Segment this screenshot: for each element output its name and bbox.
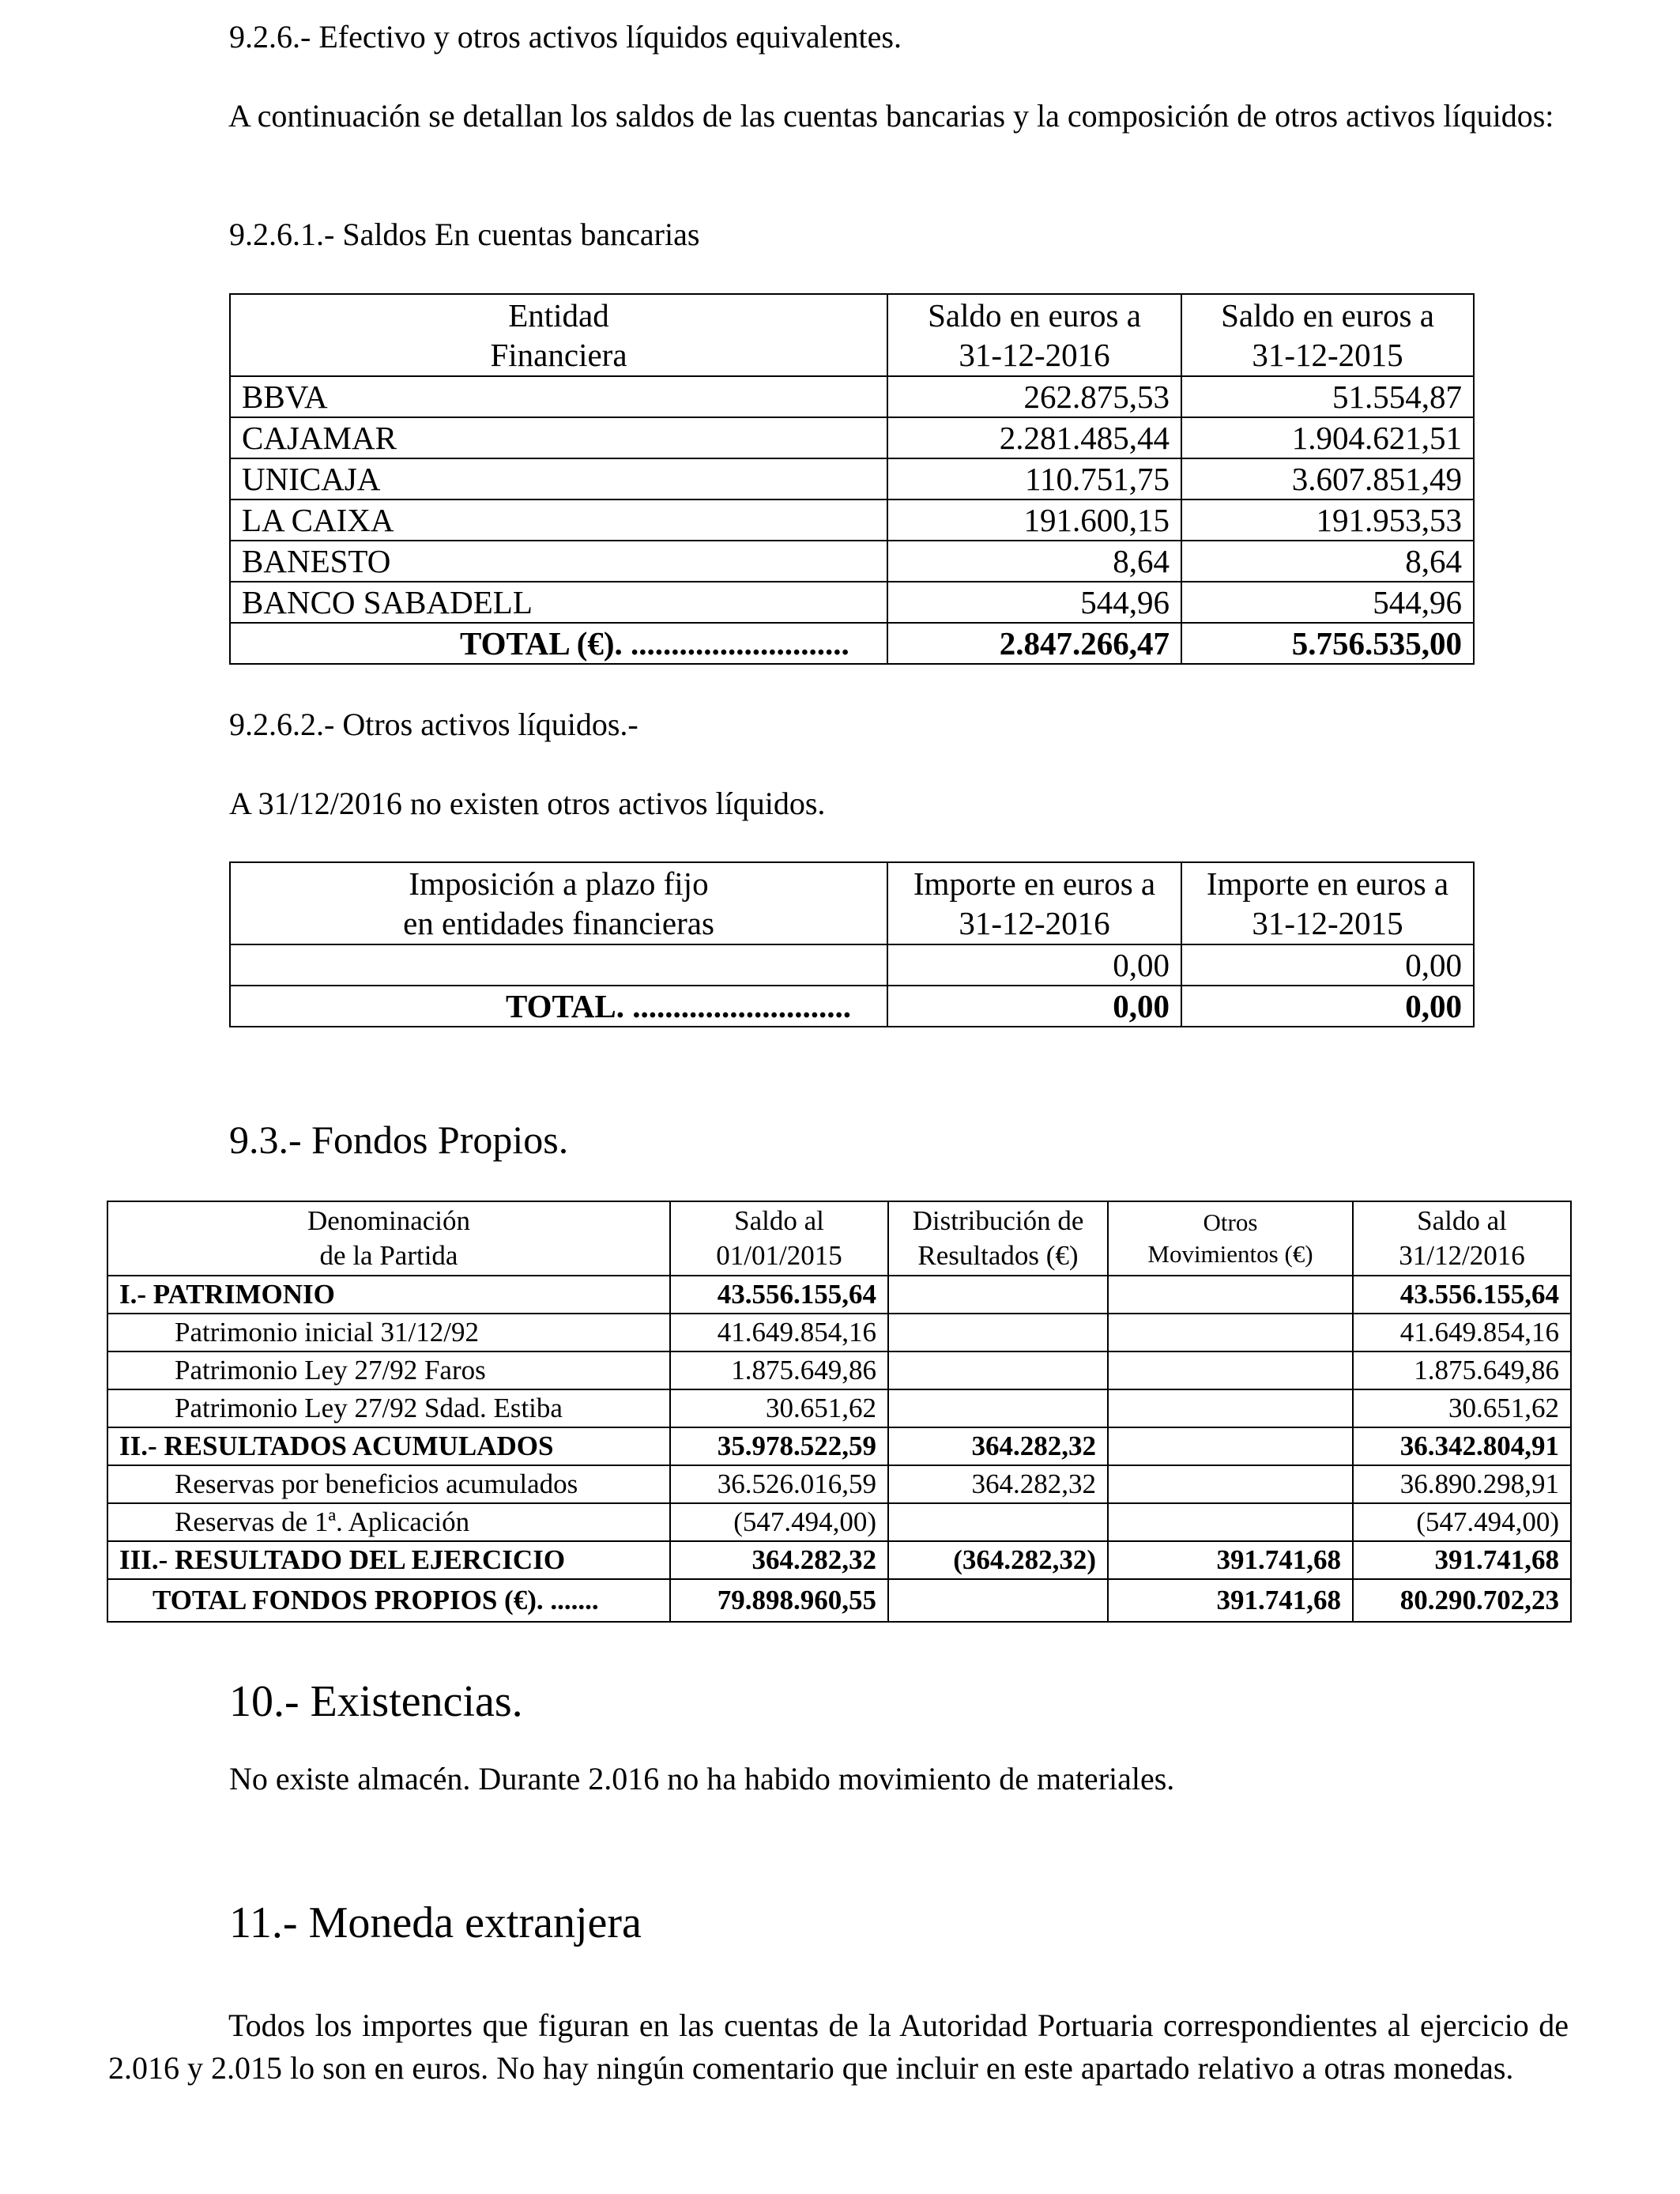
row-label: III.- RESULTADO DEL EJERCICIO <box>107 1541 670 1579</box>
entity-cell: BBVA <box>230 376 887 417</box>
cell-balance-2015: 364.282,32 <box>670 1541 888 1579</box>
cell-other-movements <box>1108 1465 1353 1503</box>
value-2015-cell: 1.904.621,51 <box>1181 417 1474 458</box>
header-2016: Saldo en euros a 31-12-2016 <box>887 294 1181 376</box>
cell-balance-2016: 1.875.649,86 <box>1353 1351 1571 1389</box>
table-header-row <box>230 294 1474 376</box>
row-label: Patrimonio Ley 27/92 Sdad. Estiba <box>107 1389 670 1427</box>
cell-balance-2015: 79.898.960,55 <box>670 1579 888 1622</box>
value-2015-cell: 3.607.851,49 <box>1181 458 1474 499</box>
total-row <box>107 1579 1571 1622</box>
cell-balance-2015: 35.978.522,59 <box>670 1427 888 1465</box>
table-row <box>230 582 1474 623</box>
heading-9-3: 9.3.- Fondos Propios. <box>229 1118 569 1162</box>
value-2015-cell: 544,96 <box>1181 582 1474 623</box>
total-label: TOTAL (€). ........................... <box>230 623 887 664</box>
foreign-currency-paragraph: Todos los importes que figuran en las cuentas de la Autoridad Portuaria correspondientes al ejercicio de 2.016 y 2.015 lo son en euros. No hay ningún comentario que incluir en este apartado relativo a otras monedas. <box>108 2007 1569 2086</box>
cell-balance-2015: 1.875.649,86 <box>670 1351 888 1389</box>
value-2016-cell: 262.875,53 <box>887 376 1181 417</box>
cell-balance-2016: 43.556.155,64 <box>1353 1276 1571 1314</box>
cell-other-movements <box>1108 1351 1353 1389</box>
cell-balance-2016: (547.494,00) <box>1353 1503 1571 1541</box>
cell-balance-2016: 36.342.804,91 <box>1353 1427 1571 1465</box>
heading-10: 10.- Existencias. <box>229 1677 523 1726</box>
cell-distribution <box>888 1314 1108 1351</box>
row-label: I.- PATRIMONIO <box>107 1276 670 1314</box>
header-deposit: Imposición a plazo fijo en entidades financieras <box>230 862 887 944</box>
header-2015: Importe en euros a 31-12-2015 <box>1181 862 1474 944</box>
heading-9-2-6: 9.2.6.- Efectivo y otros activos líquidos equivalentes. <box>229 19 902 55</box>
total-row <box>230 986 1474 1027</box>
table-row <box>107 1541 1571 1579</box>
row-label: Patrimonio Ley 27/92 Faros <box>107 1351 670 1389</box>
total-2016: 0,00 <box>887 986 1181 1027</box>
cell-balance-2015: 43.556.155,64 <box>670 1276 888 1314</box>
header-balance-2015: Saldo al 01/01/2015 <box>670 1201 888 1276</box>
header-balance-2016: Saldo al 31/12/2016 <box>1353 1201 1571 1276</box>
table-row <box>107 1389 1571 1427</box>
table-header-row <box>230 862 1474 944</box>
cell-other-movements <box>1108 1389 1353 1427</box>
header-distribution: Distribución de Resultados (€) <box>888 1201 1108 1276</box>
table-row <box>230 541 1474 582</box>
value-2015-cell: 191.953,53 <box>1181 499 1474 541</box>
cell-balance-2016: 391.741,68 <box>1353 1541 1571 1579</box>
table-row <box>107 1465 1571 1503</box>
value-2015-cell: 8,64 <box>1181 541 1474 582</box>
header-2016: Importe en euros a 31-12-2016 <box>887 862 1181 944</box>
header-entity: Entidad Financiera <box>230 294 887 376</box>
table-row <box>230 376 1474 417</box>
existencias-text: No existe almacén. Durante 2.016 no ha habido movimiento de materiales. <box>229 1761 1175 1796</box>
table-row <box>107 1314 1571 1351</box>
no-other-assets-text: A 31/12/2016 no existen otros activos líquidos. <box>229 786 826 821</box>
equity-table <box>107 1201 1572 1623</box>
cell-distribution: 364.282,32 <box>888 1427 1108 1465</box>
table-row <box>230 944 1474 986</box>
total-2015: 0,00 <box>1181 986 1474 1027</box>
table-row <box>230 499 1474 541</box>
cell-distribution <box>888 1389 1108 1427</box>
heading-11: 11.- Moneda extranjera <box>229 1898 642 1947</box>
value-2016-cell: 110.751,75 <box>887 458 1181 499</box>
cell-distribution <box>888 1579 1108 1622</box>
entity-cell: LA CAIXA <box>230 499 887 541</box>
total-label: TOTAL. ........................... <box>230 986 887 1027</box>
cell-distribution: (364.282,32) <box>888 1541 1108 1579</box>
cell-other-movements <box>1108 1276 1353 1314</box>
total-row <box>230 623 1474 664</box>
header-denomination: Denominación de la Partida <box>107 1201 670 1276</box>
row-label: Reservas por beneficios acumulados <box>107 1465 670 1503</box>
table-row <box>107 1427 1571 1465</box>
row-label: Patrimonio inicial 31/12/92 <box>107 1314 670 1351</box>
fixed-deposit-table <box>229 861 1475 1027</box>
cell-distribution <box>888 1276 1108 1314</box>
header-other-movements: Otros Movimientos (€) <box>1108 1201 1353 1276</box>
table-row <box>107 1276 1571 1314</box>
cell-distribution <box>888 1503 1108 1541</box>
row-label: Reservas de 1ª. Aplicación <box>107 1503 670 1541</box>
cell-balance-2016: 41.649.854,16 <box>1353 1314 1571 1351</box>
value-2016-cell: 2.281.485,44 <box>887 417 1181 458</box>
cell-distribution <box>888 1351 1108 1389</box>
value-2015-cell: 0,00 <box>1181 944 1474 986</box>
cell-balance-2015: 30.651,62 <box>670 1389 888 1427</box>
heading-9-2-6-1: 9.2.6.1.- Saldos En cuentas bancarias <box>229 217 700 252</box>
entity-cell: BANCO SABADELL <box>230 582 887 623</box>
cell-balance-2015: (547.494,00) <box>670 1503 888 1541</box>
value-2015-cell: 51.554,87 <box>1181 376 1474 417</box>
cell-other-movements <box>1108 1314 1353 1351</box>
entity-cell: UNICAJA <box>230 458 887 499</box>
row-label: II.- RESULTADOS ACUMULADOS <box>107 1427 670 1465</box>
table-row <box>230 458 1474 499</box>
intro-paragraph: A continuación se detallan los saldos de las cuentas bancarias y la composición de otros activos líquidos: <box>228 98 1554 134</box>
cell-balance-2016: 30.651,62 <box>1353 1389 1571 1427</box>
entity-cell: CAJAMAR <box>230 417 887 458</box>
cell-balance-2016: 80.290.702,23 <box>1353 1579 1571 1622</box>
deposit-cell <box>230 944 887 986</box>
value-2016-cell: 544,96 <box>887 582 1181 623</box>
cell-other-movements <box>1108 1427 1353 1465</box>
cell-other-movements: 391.741,68 <box>1108 1579 1353 1622</box>
total-2015: 5.756.535,00 <box>1181 623 1474 664</box>
bank-balances-table <box>229 293 1475 665</box>
value-2016-cell: 191.600,15 <box>887 499 1181 541</box>
cell-other-movements: 391.741,68 <box>1108 1541 1353 1579</box>
header-2015: Saldo en euros a 31-12-2015 <box>1181 294 1474 376</box>
value-2016-cell: 8,64 <box>887 541 1181 582</box>
table-row <box>107 1503 1571 1541</box>
cell-other-movements <box>1108 1503 1353 1541</box>
value-2016-cell: 0,00 <box>887 944 1181 986</box>
table-row <box>230 417 1474 458</box>
total-2016: 2.847.266,47 <box>887 623 1181 664</box>
table-header-row <box>107 1201 1571 1276</box>
table-row <box>107 1351 1571 1389</box>
total-label: TOTAL FONDOS PROPIOS (€). ....... <box>107 1579 670 1622</box>
cell-distribution: 364.282,32 <box>888 1465 1108 1503</box>
entity-cell: BANESTO <box>230 541 887 582</box>
heading-9-2-6-2: 9.2.6.2.- Otros activos líquidos.- <box>229 707 638 742</box>
cell-balance-2015: 36.526.016,59 <box>670 1465 888 1503</box>
cell-balance-2016: 36.890.298,91 <box>1353 1465 1571 1503</box>
cell-balance-2015: 41.649.854,16 <box>670 1314 888 1351</box>
